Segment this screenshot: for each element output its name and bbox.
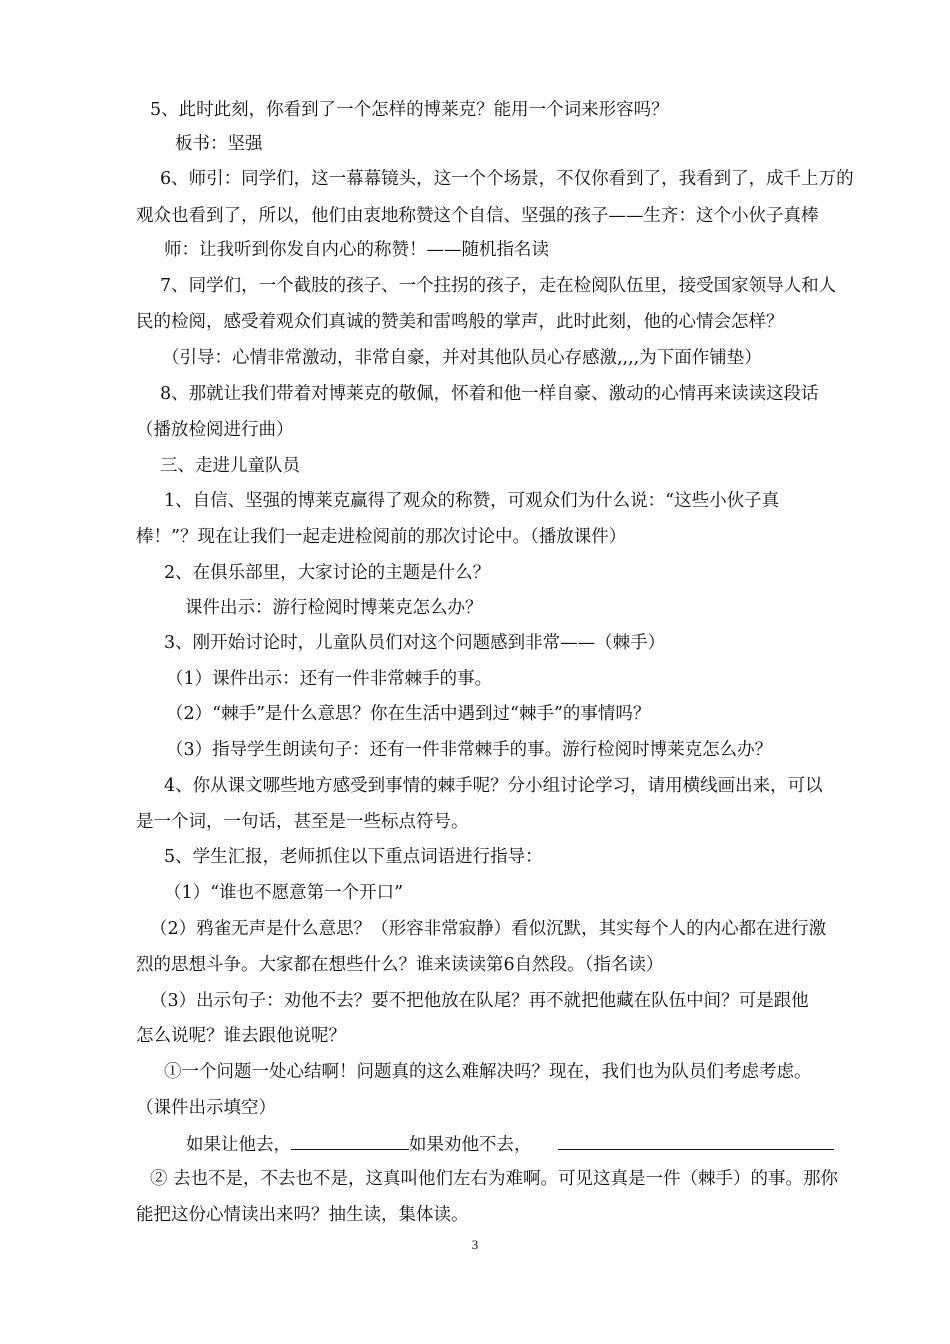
- text-line: ② 去也不是，不去也不是，这真叫他们左右为难啊。可见这真是一件（棘手）的事。那你: [150, 1169, 839, 1189]
- text-line: （2）“棘手”是什么意思？你在生活中遇到过“棘手”的事情吗？: [166, 704, 651, 724]
- text-line: 能把这份心情读出来吗？抽生读，集体读。: [136, 1205, 469, 1225]
- text-line: 5、此时此刻，你看到了一个怎样的博莱克？能用一个词来形容吗？: [150, 100, 669, 120]
- text-line: （引导：心情非常激动，非常自豪，并对其他队员心存感激,,,,为下面作铺垫）: [162, 348, 762, 368]
- text-line: （2）鸦雀无声是什么意思？（形容非常寂静）看似沉默，其实每个人的内心都在进行激: [150, 919, 827, 939]
- text-line: （3）指导学生朗读句子：还有一件非常棘手的事。游行检阅时博莱克怎么办？: [166, 740, 773, 760]
- text-line: 烈的思想斗争。大家都在想些什么？谁来读读第6自然段。（指名读）: [136, 955, 664, 975]
- fill-prompt-2: 如果劝他不去，: [409, 1135, 532, 1155]
- text-line: （3）出示句子：劝他不去？要不把他放在队尾？再不就把他藏在队伍中间？可是跟他: [150, 991, 809, 1011]
- text-line: 是一个词，一句话，甚至是一些标点符号。: [136, 812, 469, 832]
- fill-prompt-1: 如果让他去，: [186, 1135, 291, 1155]
- text-line: 7、同学们，一个截肢的孩子、一个拄拐的孩子，走在检阅队伍里，接受国家领导人和人: [160, 276, 837, 296]
- text-line: 民的检阅，感受着观众们真诚的赞美和雷鸣般的掌声，此时此刻，他的心情会怎样？: [136, 312, 784, 332]
- text-line: （播放检阅进行曲）: [136, 420, 294, 440]
- text-line: 板书：坚强: [175, 134, 263, 154]
- text-line: 2、在俱乐部里，大家讨论的主题是什么？: [164, 563, 491, 583]
- text-line: 怎么说呢？谁去跟他说呢？: [136, 1026, 346, 1046]
- blank-underline-2: [558, 1131, 834, 1150]
- text-line: （课件出示填空）: [136, 1098, 276, 1118]
- text-line: 师：让我听到你发自内心的称赞！——随机指名读: [164, 240, 549, 260]
- text-line: 6、师引：同学们，这一幕幕镜头，这一个个场景，不仅你看到了，我看到了，成千上万的: [160, 169, 854, 189]
- text-line: 4、你从课文哪些地方感受到事情的棘手呢？分小组讨论学习，请用横线画出来，可以: [164, 776, 823, 796]
- page-number: 3: [471, 1237, 479, 1252]
- text-line: 5、学生汇报，老师抓住以下重点词语进行指导：: [164, 847, 543, 867]
- text-line: （1）“谁也不愿意第一个开口”: [164, 883, 404, 903]
- text-line: 棒！”？现在让我们一起走进检阅前的那次讨论中。（播放课件）: [136, 527, 627, 547]
- text-line: 1、自信、坚强的博莱克赢得了观众的称赞，可观众们为什么说：“这些小伙子真: [164, 491, 780, 511]
- text-line: 8、那就让我们带着对博莱克的敬佩，怀着和他一样自豪、激动的心情再来读读这段话: [160, 384, 819, 404]
- section-heading: 三、走进儿童队员: [160, 456, 300, 476]
- blank-underline-1: [291, 1131, 409, 1150]
- text-line: 课件出示：游行检阅时博莱克怎么办？: [185, 598, 483, 618]
- text-line: 观众也看到了，所以，他们由衷地称赞这个自信、坚强的孩子——生齐：这个小伙子真棒: [136, 206, 819, 226]
- fill-in-blank-line: [186, 1131, 834, 1157]
- text-line: 3、刚开始讨论时，儿童队员们对这个问题感到非常——（棘手）: [164, 633, 666, 653]
- text-line: （1）课件出示：还有一件非常棘手的事。: [166, 669, 493, 689]
- text-line: ①一个问题一处心结啊！问题真的这么难解决吗？现在，我们也为队员们考虑考虑。: [164, 1062, 812, 1082]
